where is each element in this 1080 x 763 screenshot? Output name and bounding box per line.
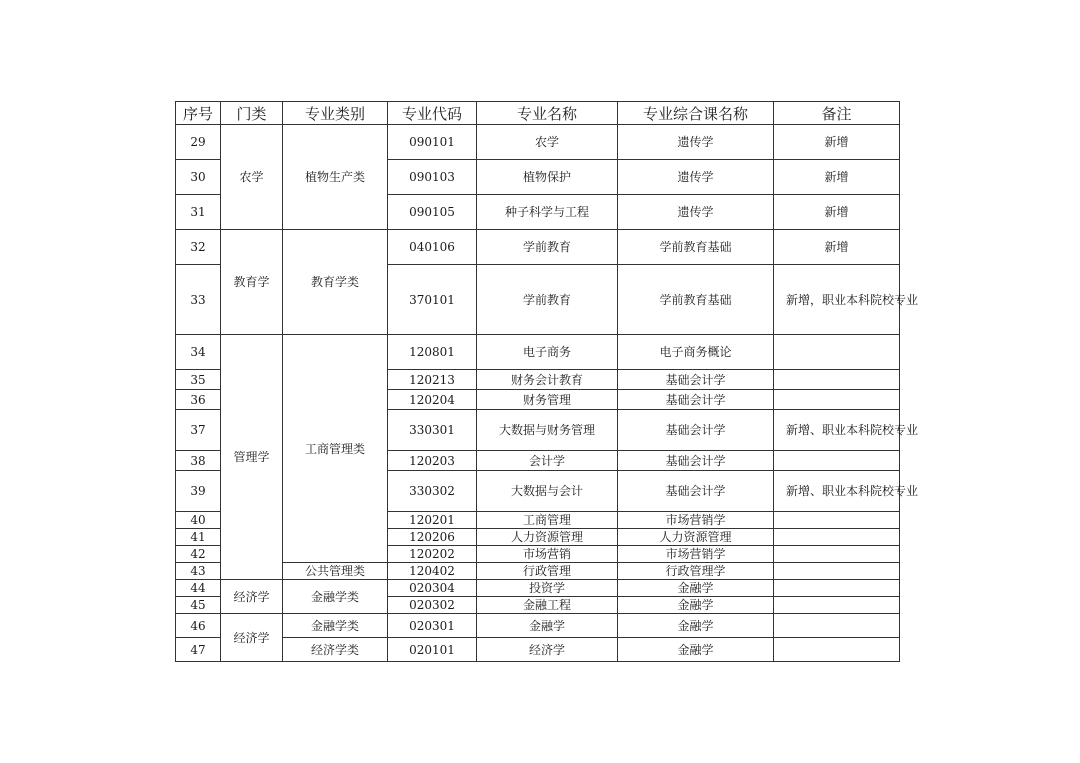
row-code: 120203 — [388, 451, 477, 471]
type-cell: 经济学类 — [283, 638, 388, 662]
row-no: 44 — [176, 580, 221, 597]
header-type: 专业类别 — [283, 102, 388, 125]
row-note: 新增 — [774, 230, 900, 265]
row-no: 47 — [176, 638, 221, 662]
type-cell: 公共管理类 — [283, 563, 388, 580]
row-note: 新增 — [774, 195, 900, 230]
header-row — [176, 102, 900, 125]
type-cell: 金融学类 — [283, 580, 388, 614]
row-no: 35 — [176, 370, 221, 390]
row-course: 金融学 — [618, 638, 774, 662]
row-note — [774, 370, 900, 390]
row-code: 120204 — [388, 390, 477, 410]
row-course: 学前教育基础 — [618, 230, 774, 265]
row-name: 学前教育 — [477, 265, 618, 335]
type-cell: 工商管理类 — [283, 335, 388, 563]
table-row — [176, 230, 900, 265]
row-code: 370101 — [388, 265, 477, 335]
row-code: 090103 — [388, 160, 477, 195]
row-note — [774, 638, 900, 662]
row-code: 020302 — [388, 597, 477, 614]
row-course: 行政管理学 — [618, 563, 774, 580]
row-no: 34 — [176, 335, 221, 370]
row-no: 31 — [176, 195, 221, 230]
row-code: 020304 — [388, 580, 477, 597]
row-code: 090101 — [388, 125, 477, 160]
row-no: 36 — [176, 390, 221, 410]
row-note: 新增，职业本科院校专业 — [774, 265, 900, 335]
row-course: 遗传学 — [618, 195, 774, 230]
category-cell: 经济学 — [221, 614, 283, 662]
row-code: 090105 — [388, 195, 477, 230]
row-note — [774, 546, 900, 563]
row-code: 020301 — [388, 614, 477, 638]
row-course: 市场营销学 — [618, 546, 774, 563]
row-code: 120213 — [388, 370, 477, 390]
table-row — [176, 125, 900, 160]
table-row — [176, 614, 900, 638]
row-no: 45 — [176, 597, 221, 614]
row-code: 330301 — [388, 410, 477, 451]
row-code: 330302 — [388, 471, 477, 512]
row-no: 43 — [176, 563, 221, 580]
row-note: 新增、职业本科院校专业 — [774, 410, 900, 451]
row-note — [774, 451, 900, 471]
category-cell: 经济学 — [221, 580, 283, 614]
row-code: 040106 — [388, 230, 477, 265]
table-row — [176, 580, 900, 597]
header-category: 门类 — [221, 102, 283, 125]
row-no: 42 — [176, 546, 221, 563]
row-course: 电子商务概论 — [618, 335, 774, 370]
row-course: 基础会计学 — [618, 451, 774, 471]
row-no: 41 — [176, 529, 221, 546]
row-course: 基础会计学 — [618, 370, 774, 390]
row-code: 120206 — [388, 529, 477, 546]
header-no: 序号 — [176, 102, 221, 125]
category-cell: 教育学 — [221, 230, 283, 335]
row-note — [774, 390, 900, 410]
row-name: 大数据与会计 — [477, 471, 618, 512]
row-course: 遗传学 — [618, 160, 774, 195]
row-course: 基础会计学 — [618, 410, 774, 451]
row-note — [774, 335, 900, 370]
row-name: 经济学 — [477, 638, 618, 662]
row-name: 市场营销 — [477, 546, 618, 563]
row-course: 金融学 — [618, 597, 774, 614]
row-note: 新增、职业本科院校专业 — [774, 471, 900, 512]
row-name: 电子商务 — [477, 335, 618, 370]
row-name: 金融学 — [477, 614, 618, 638]
row-name: 投资学 — [477, 580, 618, 597]
row-note — [774, 529, 900, 546]
majors-table — [175, 101, 919, 662]
row-code: 120402 — [388, 563, 477, 580]
row-name: 种子科学与工程 — [477, 195, 618, 230]
row-course: 金融学 — [618, 614, 774, 638]
row-course: 基础会计学 — [618, 471, 774, 512]
row-course: 市场营销学 — [618, 512, 774, 529]
header-name: 专业名称 — [477, 102, 618, 125]
row-note — [774, 614, 900, 638]
header-course: 专业综合课名称 — [618, 102, 774, 125]
row-code: 120801 — [388, 335, 477, 370]
row-no: 40 — [176, 512, 221, 529]
row-note — [774, 580, 900, 597]
type-cell: 教育学类 — [283, 230, 388, 335]
row-no: 38 — [176, 451, 221, 471]
header-code: 专业代码 — [388, 102, 477, 125]
row-code: 120201 — [388, 512, 477, 529]
row-note — [774, 563, 900, 580]
table-row — [176, 563, 900, 580]
row-note — [774, 512, 900, 529]
row-no: 46 — [176, 614, 221, 638]
row-course: 金融学 — [618, 580, 774, 597]
row-name: 财务管理 — [477, 390, 618, 410]
row-code: 120202 — [388, 546, 477, 563]
row-no: 37 — [176, 410, 221, 451]
type-cell: 金融学类 — [283, 614, 388, 638]
row-name: 财务会计教育 — [477, 370, 618, 390]
row-no: 33 — [176, 265, 221, 335]
row-course: 人力资源管理 — [618, 529, 774, 546]
row-name: 人力资源管理 — [477, 529, 618, 546]
row-note: 新增 — [774, 160, 900, 195]
row-name: 植物保护 — [477, 160, 618, 195]
row-note: 新增 — [774, 125, 900, 160]
row-code: 020101 — [388, 638, 477, 662]
row-name: 行政管理 — [477, 563, 618, 580]
table-row — [176, 638, 900, 662]
row-no: 29 — [176, 125, 221, 160]
row-note — [774, 597, 900, 614]
row-name: 金融工程 — [477, 597, 618, 614]
row-name: 工商管理 — [477, 512, 618, 529]
row-course: 基础会计学 — [618, 390, 774, 410]
row-course: 遗传学 — [618, 125, 774, 160]
row-course: 学前教育基础 — [618, 265, 774, 335]
row-name: 学前教育 — [477, 230, 618, 265]
category-cell: 农学 — [221, 125, 283, 230]
row-no: 39 — [176, 471, 221, 512]
type-cell: 植物生产类 — [283, 125, 388, 230]
row-no: 30 — [176, 160, 221, 195]
category-cell: 管理学 — [221, 335, 283, 580]
row-name: 大数据与财务管理 — [477, 410, 618, 451]
table-row — [176, 335, 900, 370]
row-no: 32 — [176, 230, 221, 265]
row-name: 农学 — [477, 125, 618, 160]
header-note: 备注 — [774, 102, 900, 125]
row-name: 会计学 — [477, 451, 618, 471]
